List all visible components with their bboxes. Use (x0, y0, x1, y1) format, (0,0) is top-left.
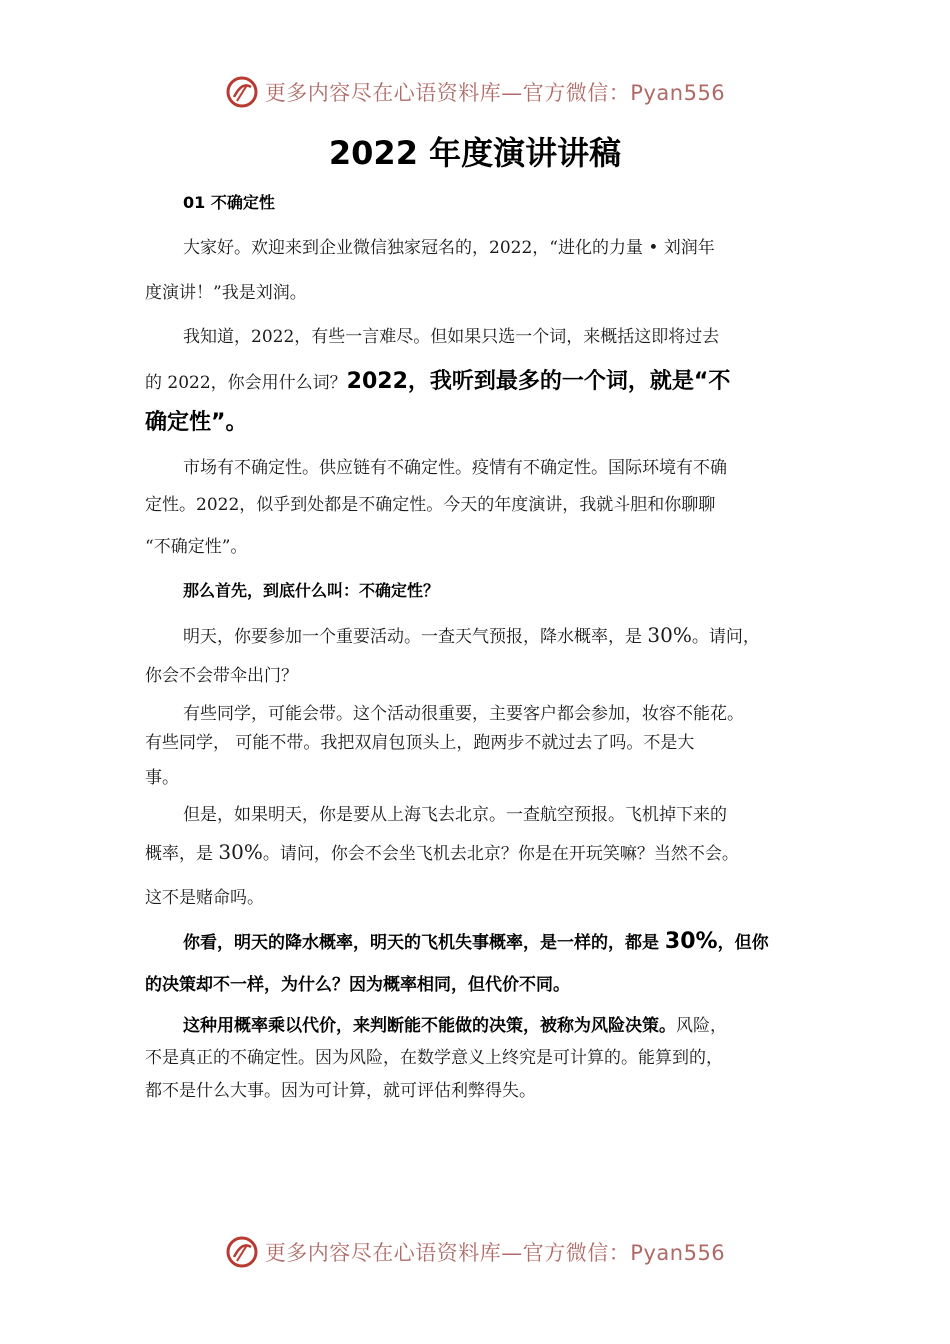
paragraph-line (145, 839, 739, 864)
paragraph-line: 但是，如果明天，你是要从上海飞去北京。一查航空预报。飞机掉下来的 (183, 805, 727, 825)
paragraph-line: “不确定性”。 (145, 537, 248, 557)
paragraph-line (183, 1011, 727, 1036)
paragraph-line: 市场有不确定性。供应链有不确定性。疫情有不确定性。国际环境有不确 (183, 458, 727, 478)
paragraph-text: 风险， (676, 1016, 727, 1036)
emphasis-text: 2022，我听到最多的一个词，就是“不 (346, 369, 731, 394)
brand-logo-icon (225, 75, 259, 109)
paragraph-line: 有些同学， 可能不带。我把双肩包顶头上，跑两步不就过去了吗。不是大 (145, 733, 695, 753)
emphasis-line: 的决策却不一样，为什么？因为概率相同，但代价不同。 (145, 975, 570, 995)
paragraph-text: 。请问， (691, 627, 760, 647)
emphasis-text: 你看，明天的降水概率，明天的飞机失事概率，是一样的，都是 (183, 933, 665, 953)
emphasis-text: 确定性”。 (145, 410, 248, 435)
emphasis-line (183, 928, 769, 954)
page-title: 2022 年度演讲讲稿 (328, 134, 622, 172)
paragraph-line: 不是真正的不确定性。因为风险，在数学意义上终究是可计算的。能算到的， (145, 1048, 723, 1068)
paragraph-line: 这不是赌命吗。 (145, 888, 264, 908)
paragraph-line (183, 622, 760, 647)
emphasis-text: 这种用概率乘以代价，来判断能不能做的决策，被称为风险决策。 (183, 1016, 676, 1036)
watermark-top (0, 72, 950, 112)
paragraph-text: 。请问，你会不会坐飞机去北京？你是在开玩笑嘛？当然不会。 (262, 844, 739, 864)
paragraph-line (145, 364, 730, 395)
emphasis-text: ，但你 (717, 933, 769, 953)
watermark-bottom (0, 1232, 950, 1272)
paragraph-line: 定性。2022，似乎到处都是不确定性。今天的年度演讲，我就斗胆和你聊聊 (145, 495, 716, 515)
percentage-text: 30% (647, 623, 692, 647)
paragraph-text: 明天，你要参加一个重要活动。一查天气预报，降水概率，是 (183, 627, 648, 647)
brand-logo-icon (225, 1235, 259, 1269)
section-heading: 01 不确定性 (183, 193, 275, 212)
paragraph-line: 你会不会带伞出门？ (145, 666, 298, 686)
sub-heading: 那么首先，到底什么叫：不确定性？ (183, 581, 440, 600)
watermark-text: 更多内容尽在心语资料库—官方微信：Pyan556 (264, 81, 726, 105)
paragraph-line: 我知道，2022，有些一言难尽。但如果只选一个词，来概括这即将过去 (183, 327, 720, 347)
paragraph-line: 大家好。欢迎来到企业微信独家冠名的，2022，“进化的力量 • 刘润年 (183, 238, 715, 258)
watermark-text: 更多内容尽在心语资料库—官方微信：Pyan556 (264, 1241, 726, 1265)
paragraph-line: 有些同学，可能会带。这个活动很重要，主要客户都会参加，妆容不能花。 (183, 704, 744, 724)
percentage-text: 30% (218, 840, 263, 864)
percentage-text: 30% (664, 929, 718, 954)
paragraph-text: 的 2022，你会用什么词？ (145, 373, 347, 393)
paragraph-line: 度演讲！”我是刘润。 (145, 283, 307, 303)
paragraph-text: 概率，是 (145, 844, 219, 864)
paragraph-line: 都不是什么大事。因为可计算，就可评估利弊得失。 (145, 1081, 536, 1101)
paragraph-line: 事。 (145, 768, 179, 788)
